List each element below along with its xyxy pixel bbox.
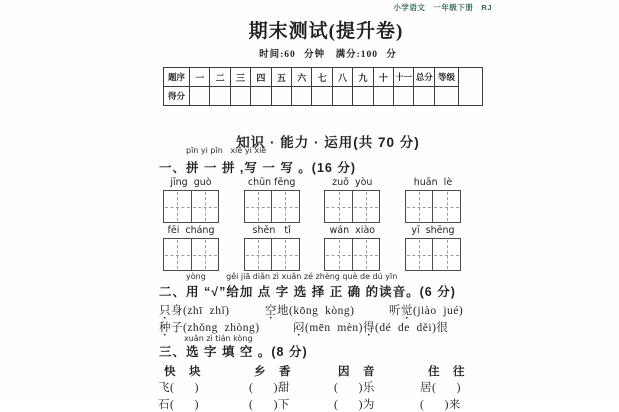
grid-cell xyxy=(191,239,219,270)
item-text: (jiào jué) xyxy=(413,305,464,317)
tian-zi-ge-box xyxy=(405,190,461,223)
q3-char-pair: 乡 香 xyxy=(254,366,292,378)
q3-fill-blank: ( )下 xyxy=(249,399,290,411)
pinyin-label: shēn tǐ xyxy=(252,225,291,236)
grid-cell xyxy=(352,191,380,222)
grid-cell xyxy=(325,239,352,270)
grid-cell xyxy=(352,239,380,270)
pinyin-label: fēi cháng xyxy=(167,225,215,236)
dotted-char: 只 xyxy=(159,305,171,317)
item-text: 子(zhǒng zhòng) xyxy=(171,322,260,334)
grid-cell xyxy=(245,191,272,222)
q3-fill-blank: 石( ) xyxy=(158,399,199,411)
score-table-header-cell: 六 xyxy=(292,68,312,87)
grid-cell xyxy=(164,191,191,222)
q3-fill-blank: ( )乐 xyxy=(334,382,375,394)
grid-cell xyxy=(325,191,352,222)
grid-cell xyxy=(271,191,299,222)
item-text: (dé de děi)很 xyxy=(375,322,449,334)
tian-zi-ge-box xyxy=(244,190,300,223)
writing-grid-group xyxy=(244,225,300,271)
score-table-header-cell: 四 xyxy=(251,68,271,87)
q2-item-zhishen xyxy=(159,302,230,318)
writing-grid-group xyxy=(244,177,300,223)
pinyin-label: huān lè xyxy=(413,177,453,188)
score-input-cell xyxy=(292,87,312,106)
score-table-header-cell: 十 xyxy=(373,68,393,87)
pinyin-label: chūn fēng xyxy=(247,177,296,188)
dotted-char: 种 xyxy=(159,322,171,334)
q2-item-zhongzi xyxy=(159,319,260,335)
exam-title: 期末测试(提升卷) xyxy=(248,21,404,42)
score-input-cell xyxy=(353,87,373,106)
tian-zi-ge-box xyxy=(324,238,380,271)
q3-fill-blank: ( )来 xyxy=(420,399,461,411)
item-text: 地(kōng kòng) xyxy=(277,305,355,317)
dotted-char: 觉 xyxy=(401,305,413,317)
grid-cell xyxy=(406,239,433,270)
exam-time-score-meta: 时间:60 分钟 满分:100 分 xyxy=(259,50,397,60)
grid-cell xyxy=(406,191,433,222)
score-table-header-cell: 二 xyxy=(210,68,230,87)
score-row-label: 得分 xyxy=(164,87,190,106)
dotted-char: 闷 xyxy=(293,322,305,334)
q3-fill-blank: ( )甜 xyxy=(249,382,290,394)
score-table-header-cell: 十一 xyxy=(394,68,414,87)
writing-grid-group xyxy=(163,225,219,271)
q2-item-tingjue xyxy=(389,302,463,318)
score-table-header-cell: 一 xyxy=(190,68,210,87)
pinyin-label: yī shēng xyxy=(411,225,455,236)
score-table-header-cell: 题序 xyxy=(164,68,190,87)
writing-grid-row xyxy=(163,177,461,223)
score-input-cell xyxy=(394,87,414,106)
grid-cell xyxy=(191,191,219,222)
score-input-cell xyxy=(435,87,459,106)
item-text: 身(zhī zhǐ) xyxy=(171,305,230,317)
score-table-header-cell: 八 xyxy=(332,68,352,87)
pinyin-label: jīng guò xyxy=(170,177,212,188)
score-table-header-row xyxy=(164,68,483,87)
score-table-header-cell: 等级 xyxy=(435,68,459,87)
q3-fill-blank: 居( ) xyxy=(420,382,461,394)
dotted-char: 空 xyxy=(265,305,277,317)
score-table-header-cell: 三 xyxy=(230,68,250,87)
q1-title: 一、拼 一 拼 ,写 一 写 。(16 分) xyxy=(159,161,357,175)
grid-cell xyxy=(245,239,272,270)
tian-zi-ge-box xyxy=(244,238,300,271)
q2-title: 二、用 “√”给加 点 字 选 择 正 确 的读音。(6 分) xyxy=(159,285,456,299)
grid-cell xyxy=(164,239,191,270)
score-input-cell xyxy=(373,87,393,106)
grid-cell xyxy=(271,239,299,270)
q3-char-pair: 因 音 xyxy=(338,366,376,378)
tian-zi-ge-box xyxy=(163,238,219,271)
score-table-score-row xyxy=(164,87,483,106)
q3-fill-blank: ( )为 xyxy=(334,399,375,411)
section-heading: 知识 · 能力 · 运用(共 70 分) xyxy=(236,135,420,150)
textbook-edition-label: 小学语文 一年级下册 RJ xyxy=(393,3,492,12)
q3-pinyin: xuǎn zì tián kòng xyxy=(184,334,253,343)
score-input-cell xyxy=(210,87,230,106)
q2-item-kongdi xyxy=(265,302,354,318)
item-text: 听 xyxy=(389,305,401,317)
q3-char-pair: 快 块 xyxy=(164,366,202,378)
tian-zi-ge-box xyxy=(163,190,219,223)
grid-cell xyxy=(432,191,460,222)
q3-char-pair: 住 往 xyxy=(428,366,466,378)
q1-pinyin: pīn yi pīn xiě yi xiě xyxy=(186,146,267,155)
writing-grid-group xyxy=(163,177,219,223)
tian-zi-ge-box xyxy=(405,238,461,271)
pinyin-label: zuǒ yòu xyxy=(332,177,373,188)
item-text: (mēn mèn) xyxy=(305,322,364,334)
writing-grid-group xyxy=(405,177,461,223)
dotted-char: 得 xyxy=(363,322,376,334)
score-table-header-cell: 七 xyxy=(312,68,332,87)
score-input-cell xyxy=(414,87,435,106)
score-input-cell xyxy=(190,87,210,106)
score-input-cell xyxy=(271,87,291,106)
score-table-header-cell: 五 xyxy=(271,68,291,87)
grid-cell xyxy=(432,239,460,270)
pinyin-label: wán xiào xyxy=(329,225,376,236)
tian-zi-ge-box xyxy=(324,190,380,223)
score-input-cell xyxy=(312,87,332,106)
writing-grid-group xyxy=(324,225,380,271)
writing-grid-group xyxy=(405,225,461,271)
score-input-cell xyxy=(230,87,250,106)
score-input-cell xyxy=(251,87,271,106)
score-table xyxy=(163,67,483,106)
score-input-cell xyxy=(332,87,352,106)
q2-item-mende xyxy=(293,319,448,335)
q3-fill-blank: 飞( ) xyxy=(158,382,199,394)
q3-title: 三、选 字 填 空 。(8 分) xyxy=(159,345,308,359)
q2-pinyin: yòng gěi jiā diǎn zì xuǎn zé zhèng què de dú yīn xyxy=(186,272,398,281)
score-table-header-cell: 九 xyxy=(353,68,373,87)
score-table-header-cell: 总分 xyxy=(414,68,435,87)
writing-grid-group xyxy=(324,177,380,223)
writing-grid-row xyxy=(163,225,461,271)
